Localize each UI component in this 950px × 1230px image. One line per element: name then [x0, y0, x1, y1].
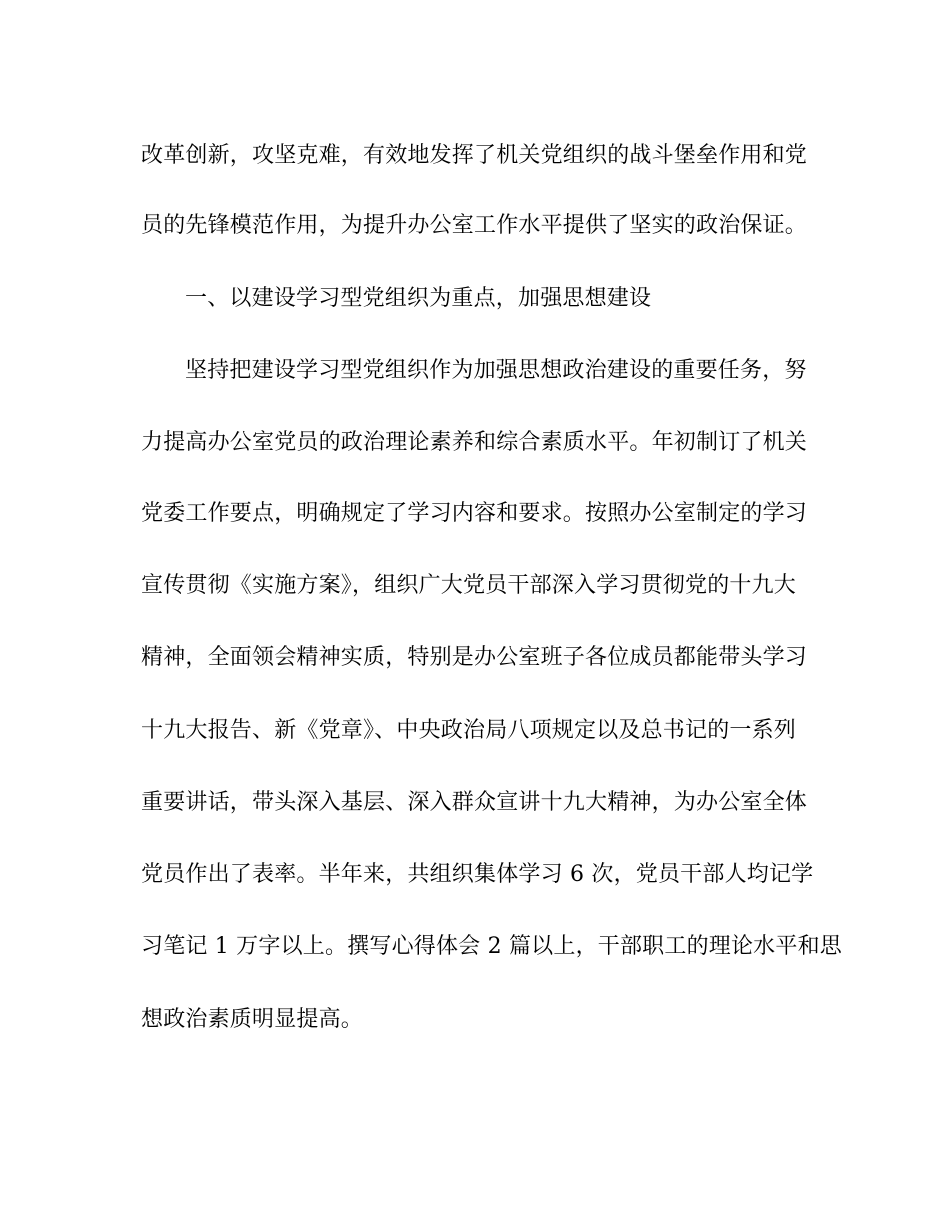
body-text-line: 习笔记 1 万字以上。撰写心得体会 2 篇以上，干部职工的理论水平和思 — [141, 934, 842, 959]
section-heading: 一、以建设学习型党组织为重点，加强思想建设 — [185, 286, 652, 311]
body-text-line: 想政治素质明显提高。 — [141, 1007, 364, 1032]
body-text-line: 重要讲话，带头深入基层、深入群众宣讲十九大精神，为办公室全体 — [141, 790, 808, 815]
body-text-line: 改革创新，攻坚克难，有效地发挥了机关党组织的战斗堡垒作用和党 — [141, 143, 808, 168]
body-text-line: 宣传贯彻《实施方案》，组织广大党员干部深入学习贯彻党的十九大 — [141, 573, 797, 598]
body-text-line: 党委工作要点，明确规定了学习内容和要求。按照办公室制定的学习 — [141, 501, 808, 526]
body-text-line: 精神，全面领会精神实质，特别是办公室班子各位成员都能带头学习 — [141, 645, 808, 670]
body-text-line: 力提高办公室党员的政治理论素养和综合素质水平。年初制订了机关 — [141, 430, 808, 455]
body-text-line: 员的先锋模范作用，为提升办公室工作水平提供了坚实的政治保证。 — [141, 213, 808, 238]
body-text-line: 十九大报告、新《党章》、中央政治局八项规定以及总书记的一系列 — [141, 718, 797, 743]
body-text-line: 党员作出了表率。半年来，共组织集体学习 6 次，党员干部人均记学 — [141, 862, 814, 887]
body-text-line: 坚持把建设学习型党组织作为加强思想政治建设的重要任务，努 — [185, 358, 807, 383]
